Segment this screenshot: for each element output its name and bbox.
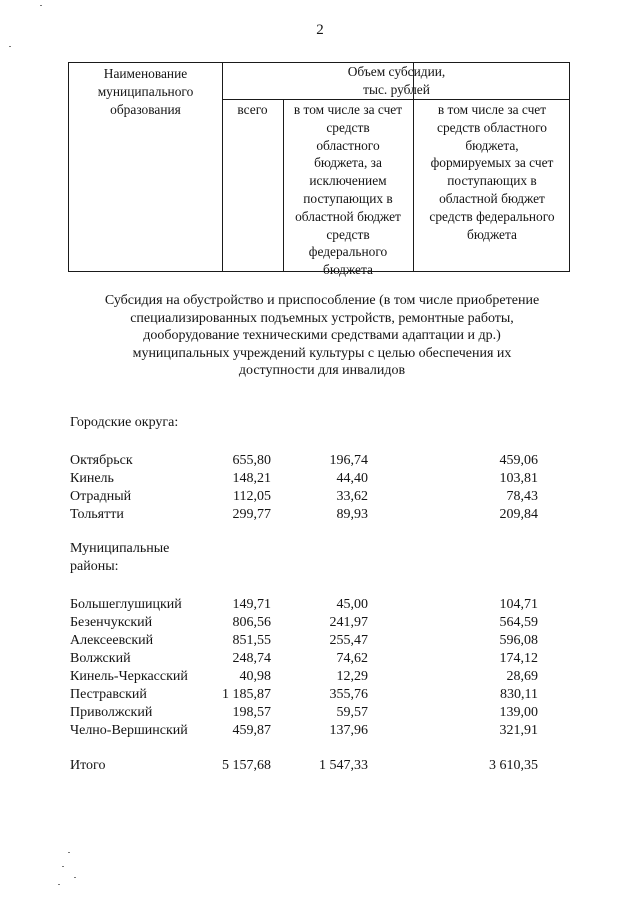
header-regional-line: в том числе за счет [293,102,403,117]
row-total: 248,74 [232,651,271,666]
header-regional-line: средств [326,119,370,135]
row-total: 198,57 [232,705,271,720]
header-federal-line: бюджета, [465,137,519,153]
header-group-line: тыс. рублей [363,81,430,97]
header-federal-line: областной бюджет [439,190,545,206]
table-row [0,452,640,470]
row-federal: 174,12 [499,651,538,666]
header-group-line: Объем субсидии, [347,64,446,79]
row-federal: 209,84 [499,507,538,522]
header-federal-line: формируемых за счет [430,155,554,171]
header-name-line: муниципального [97,83,194,99]
total-row [0,757,640,775]
row-federal: 78,43 [506,489,538,504]
row-name: Приволжский [70,705,153,720]
row-total: 1 185,87 [222,687,271,702]
page-number: 2 [316,22,324,38]
row-regional: 1 547,33 [319,758,368,773]
row-regional: 33,62 [336,489,368,504]
row-name: Алексеевский [70,633,154,648]
row-regional: 74,62 [336,651,368,666]
row-name: Кинель-Черкасский [70,669,188,684]
table-row [0,488,640,506]
row-name: Большеглушицкий [70,597,182,612]
table-row [0,686,640,704]
header-federal-line: средств областного [437,119,547,135]
row-name: Безенчукский [70,615,153,630]
header-name-line: образования [110,101,181,117]
row-name: Тольятти [70,507,124,522]
table-row [0,668,640,686]
row-name: Челно-Вершинский [70,723,188,738]
row-total: 148,21 [232,471,271,486]
row-federal: 139,00 [499,705,538,720]
header-federal-line: бюджета [467,226,517,242]
header-name-line: Наименование [103,66,188,81]
table-row [0,722,640,740]
row-federal: 28,69 [506,669,538,684]
row-regional: 355,76 [329,687,368,702]
row-regional: 89,93 [336,507,368,522]
header-municipality-name [69,65,222,118]
row-total: 299,77 [232,507,271,522]
row-total: 5 157,68 [222,758,271,773]
row-total: 149,71 [232,597,271,612]
header-regional-line: областной бюджет [295,208,401,224]
header-subsidy-volume [222,63,571,99]
row-regional: 44,40 [336,471,368,486]
header-regional-line: федерального [308,244,388,260]
row-regional: 45,00 [336,597,368,612]
row-federal: 596,08 [499,633,538,648]
header-regional-line: исключением [309,173,387,189]
header-regional-budget [283,101,413,279]
row-federal: 3 610,35 [489,758,538,773]
row-total: 459,87 [232,723,271,738]
row-total: 655,80 [232,453,271,468]
group-heading-line: Городские округа: [70,415,179,430]
group-heading-line: Муниципальные [70,541,170,556]
row-total: 806,56 [232,615,271,630]
header-regional-line: поступающих в [303,190,393,206]
title-line: дооборудование техническими средствами адаптации и др.) [143,328,501,344]
header-federal-line: в том числе за счет [437,102,547,117]
row-name: Итого [70,758,106,773]
header-regional-line: бюджета, за [314,155,382,171]
header-regional-line: средств [326,226,370,242]
row-total: 851,55 [232,633,271,648]
table-row [0,614,640,632]
title-line: муниципальных учреждений культуры с целью обеспечения их [132,345,512,361]
table-row [0,650,640,668]
row-total: 112,05 [233,489,271,504]
row-name: Пестравский [70,687,147,702]
row-name: Кинель [70,471,114,486]
header-regional-line: бюджета [323,262,373,278]
table-row [0,704,640,722]
header-total-line: всего [237,102,268,117]
row-regional: 196,74 [329,453,368,468]
row-regional: 12,29 [336,669,368,684]
row-regional: 137,96 [329,723,368,738]
group-heading-line: районы: [70,559,119,574]
row-federal: 321,91 [499,723,538,738]
row-federal: 104,71 [499,597,538,612]
subsidy-title [72,292,572,380]
row-regional: 255,47 [329,633,368,648]
row-name: Октябрьск [70,453,133,468]
header-total [222,101,283,119]
header-federal-line: средств федерального [429,208,555,224]
title-line: доступности для инвалидов [238,363,406,379]
header-regional-line: областного [316,137,380,153]
column-header-table [68,62,570,278]
title-line: специализированных подъемных устройств, ремонтные работы, [130,310,514,326]
row-federal: 103,81 [499,471,538,486]
header-federal-line: поступающих в [447,173,537,189]
row-federal: 830,11 [500,687,538,702]
group-heading [70,540,169,576]
title-line: Субсидия на обустройство и приспособление (в том числе приобретение [104,293,540,308]
table-row [0,632,640,650]
table-row [0,470,640,488]
group-heading [70,414,178,432]
header-divider-group [222,99,569,100]
row-name: Отрадный [70,489,132,504]
table-row [0,596,640,614]
row-federal: 459,06 [499,453,538,468]
row-regional: 59,57 [336,705,368,720]
row-regional: 241,97 [329,615,368,630]
header-federal-funded [413,101,571,243]
row-federal: 564,59 [499,615,538,630]
row-total: 40,98 [239,669,271,684]
row-name: Волжский [70,651,131,666]
table-row [0,506,640,524]
